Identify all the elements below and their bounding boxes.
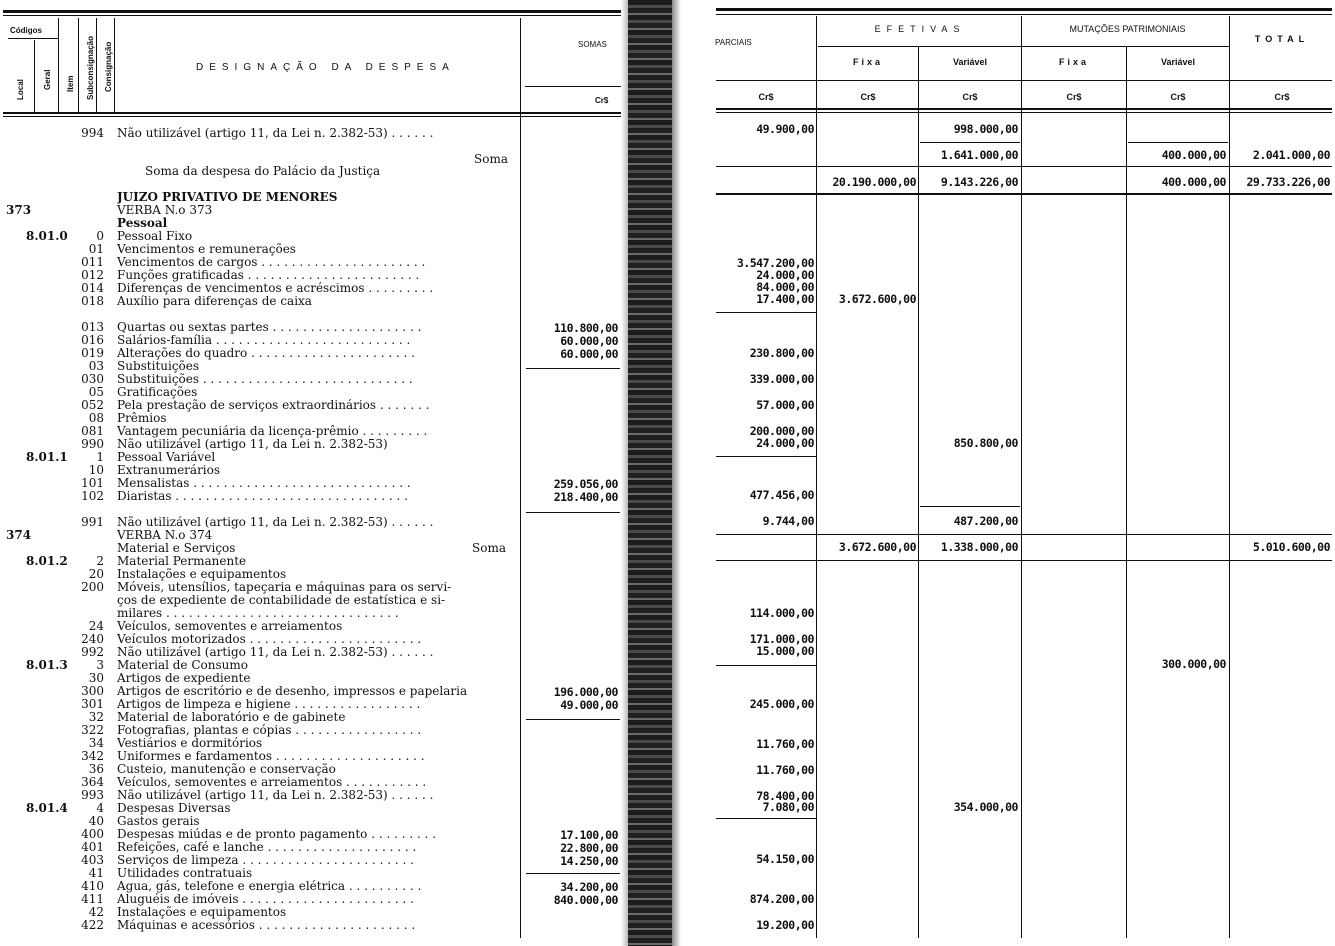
code-item: 36 xyxy=(88,762,104,776)
header-subconsignacao: Subconsignação xyxy=(86,35,95,100)
code-item: 34 xyxy=(88,736,104,750)
code-item: 03 xyxy=(88,359,104,373)
expense-description: Material de Consumo xyxy=(117,659,248,672)
amount-fixa: 3.672.600,00 xyxy=(838,540,916,554)
code-item: 030 xyxy=(81,372,104,386)
expense-description: Gastos gerais xyxy=(117,815,200,828)
verba-rule-b xyxy=(716,560,1332,561)
code-item: 400 xyxy=(81,827,104,841)
expense-description: Auxílio para diferenças de caixa xyxy=(117,295,312,308)
amount-parciais: 230.800,00 xyxy=(749,346,814,360)
binding-shadow-right xyxy=(672,0,681,946)
code-item: 101 xyxy=(81,476,104,490)
expense-description: VERBA N.o 374 xyxy=(117,529,213,542)
header-variavel-mut: Variável xyxy=(1160,57,1196,67)
code-local: 8.01.1 xyxy=(26,450,68,464)
code-local: 8.01.0 xyxy=(26,229,68,243)
code-item: 10 xyxy=(88,463,104,477)
expense-description: Mensalistas . . . . . . . . . . . . . . . . . . . . . . . . . . . . . xyxy=(117,477,411,490)
amount-fixa: 20.190.000,00 xyxy=(832,175,916,189)
header-geral: Geral xyxy=(43,69,52,90)
expense-description: Pessoal xyxy=(117,217,168,230)
amount-total: 5.010.600,00 xyxy=(1252,540,1330,554)
expense-description: Utilidades contratuais xyxy=(117,867,253,880)
amount-parciais: 200.000,00 xyxy=(749,424,814,438)
unit-total: Cr$ xyxy=(1274,92,1290,102)
unit-variavel: Cr$ xyxy=(962,92,978,102)
code-item: 08 xyxy=(88,411,104,425)
expense-description: Pela prestação de serviços extraordinários . . . . . . . xyxy=(117,399,430,412)
somas-value: 60.000,00 xyxy=(560,334,618,348)
subtotal-rule-b xyxy=(1128,142,1228,143)
amount-parciais: 57.000,00 xyxy=(756,398,814,412)
code-item: 240 xyxy=(81,632,104,646)
expense-description: Soma da despesa do Palácio da Justiça xyxy=(145,165,381,178)
expense-description: Funções gratificadas . . . . . . . . . . . . . . . . . . . . . . . xyxy=(117,269,420,282)
header-item: Item xyxy=(66,75,75,92)
parciais-rule-2 xyxy=(716,456,816,457)
expense-description: Artigos de limpeza e higiene . . . . . . . . . . . . . . . . . xyxy=(117,698,421,711)
amount-parciais: 114.000,00 xyxy=(749,606,814,620)
amount-parciais: 54.150,00 xyxy=(756,852,814,866)
amount-parciais: 3.547.200,00 xyxy=(736,256,814,270)
somas-subtotal-rule-2 xyxy=(526,512,620,513)
code-item: 40 xyxy=(88,814,104,828)
expense-description: Veículos, semoventes e arreiamentos xyxy=(117,620,343,633)
unit-fixa: Cr$ xyxy=(860,92,876,102)
right-header-bottom-rule xyxy=(716,108,1332,110)
somas-value: 60.000,00 xyxy=(560,347,618,361)
expense-description: Despesas miúdas e de pronto pagamento . . . . . . . . . xyxy=(117,828,437,841)
amount-parciais: 477.456,00 xyxy=(749,488,814,502)
expense-description: Substituições xyxy=(117,360,200,373)
expense-description: Não utilizável (artigo 11, da Lei n. 2.382-53) . . . . . . xyxy=(117,516,434,529)
code-item: 018 xyxy=(81,294,104,308)
right-vline-4 xyxy=(1126,46,1127,938)
code-item: 0 xyxy=(96,229,104,243)
code-item: 3 xyxy=(96,658,104,672)
code-item: 411 xyxy=(81,892,104,906)
amount-parciais: 15.000,00 xyxy=(756,644,814,658)
somas-value: 110.800,00 xyxy=(553,321,618,335)
code-item: 011 xyxy=(81,255,104,269)
amount-parciais: 49.900,00 xyxy=(756,122,814,136)
expense-description: Não utilizável (artigo 11, da Lei n. 2.382-53) . . . . . . xyxy=(117,789,434,802)
expense-description: Alterações do quadro . . . . . . . . . . . . . . . . . . . . . . xyxy=(117,347,416,360)
expense-description: Extranumerários xyxy=(117,464,221,477)
code-item: 1 xyxy=(96,450,104,464)
amount-parciais: 24.000,00 xyxy=(756,268,814,282)
right-vline-5 xyxy=(1229,16,1230,938)
expense-description: Diaristas . . . . . . . . . . . . . . . . . . . . . . . . . . . . . . . xyxy=(117,490,408,503)
expense-description: Material de laboratório e de gabinete xyxy=(117,711,346,724)
expense-description: Despesas Diversas xyxy=(117,802,231,815)
expense-description: Vantagem pecuniária da licença-prêmio . . . . . . . . . xyxy=(117,425,428,438)
expense-description: Vencimentos de cargos . . . . . . . . . . . . . . . . . . . . . . xyxy=(117,256,426,269)
somas-value: 259.056,00 xyxy=(553,477,618,491)
amount-mut-variavel: 300.000,00 xyxy=(1161,657,1226,671)
expense-description: Salários-família . . . . . . . . . . . . . . . . . . . . . . . . . . xyxy=(117,334,411,347)
amount-fixa: 3.672.600,00 xyxy=(838,292,916,306)
code-item: 41 xyxy=(88,866,104,880)
amount-parciais: 24.000,00 xyxy=(756,436,814,450)
code-item: 081 xyxy=(81,424,104,438)
binding-shadow-left xyxy=(621,0,628,946)
codigos-underline xyxy=(8,38,58,39)
somas-value: 34.200,00 xyxy=(560,880,618,894)
code-item: 019 xyxy=(81,346,104,360)
amount-variavel: 850.800,00 xyxy=(953,436,1018,450)
expense-description: Uniformes e fardamentos . . . . . . . . . . . . . . . . . . . . xyxy=(117,750,425,763)
right-sub-rule xyxy=(818,46,1230,47)
header-somas-unit: Cr$ xyxy=(595,96,609,105)
expense-description: Substituições . . . . . . . . . . . . . . . . . . . . . . . . . . . . xyxy=(117,373,413,386)
verba-rule-a xyxy=(716,534,1332,535)
left-header-bottom-rule-2 xyxy=(3,116,623,117)
parciais-rule-5 xyxy=(716,818,816,819)
amount-parciais: 7.080,00 xyxy=(762,800,814,814)
header-parciais: PARCIAIS xyxy=(715,38,752,47)
amount-parciais: 245.000,00 xyxy=(749,697,814,711)
somas-value: 14.250,00 xyxy=(560,854,618,868)
amount-variavel: 487.200,00 xyxy=(953,514,1018,528)
hdr-vline-4 xyxy=(96,18,97,112)
unit-variavel-mut: Cr$ xyxy=(1170,92,1186,102)
expense-description: Não utilizável (artigo 11, da Lei n. 2.382-53) . . . . . . xyxy=(117,127,434,140)
parciais-rule-1 xyxy=(716,312,816,313)
code-item: 24 xyxy=(88,619,104,633)
code-item: 992 xyxy=(81,645,104,659)
expense-description: Fotografias, plantas e cópias . . . . . . . . . . . . . . . . . xyxy=(117,724,422,737)
amount-parciais: 11.760,00 xyxy=(756,763,814,777)
amount-variavel: 9.143.226,00 xyxy=(940,175,1018,189)
right-vline-1 xyxy=(816,16,817,938)
right-vline-3 xyxy=(1021,16,1022,938)
amount-parciais: 17.400,00 xyxy=(756,292,814,306)
header-efetivas: EFETIVAS xyxy=(874,24,966,34)
amount-variavel: 1.338.000,00 xyxy=(940,540,1018,554)
header-designacao: DESIGNAÇÃO DA DESPESA xyxy=(196,62,455,73)
code-item: 20 xyxy=(88,567,104,581)
header-local: Local xyxy=(16,79,25,100)
somas-subtotal-rule-1 xyxy=(526,368,620,369)
amount-parciais: 339.000,00 xyxy=(749,372,814,386)
code-item: 30 xyxy=(88,671,104,685)
expense-description: Diferenças de vencimentos e acréscimos . . . . . . . . . xyxy=(117,282,434,295)
code-local: 8.01.2 xyxy=(26,554,68,568)
right-unit-rule xyxy=(716,80,1332,81)
code-item: 016 xyxy=(81,333,104,347)
expense-description: Vestiários e dormitórios xyxy=(117,737,263,750)
amount-total: 29.733.226,00 xyxy=(1246,175,1330,189)
code-item: 991 xyxy=(81,515,104,529)
header-total: TOTAL xyxy=(1254,34,1310,44)
code-item: 052 xyxy=(81,398,104,412)
somas-value: 17.100,00 xyxy=(560,828,618,842)
header-fixa: Fixa xyxy=(852,57,883,67)
header-consignacao: Consignação xyxy=(104,41,113,92)
amount-variavel: 998.000,00 xyxy=(953,122,1018,136)
expense-description: Refeições, café e lanche . . . . . . . . . . . . . . . . . . . . xyxy=(117,841,417,854)
code-item: 2 xyxy=(96,554,104,568)
expense-description: Prêmios xyxy=(117,412,167,425)
code-item: 32 xyxy=(88,710,104,724)
expense-description: Pessoal Fixo xyxy=(117,230,193,243)
amount-parciais: 11.760,00 xyxy=(756,737,814,751)
somas-col-vline xyxy=(520,18,521,938)
header-mutacoes: MUTAÇÕES PATRIMONIAIS xyxy=(1069,24,1186,34)
parciais-rule-3 xyxy=(920,506,1020,507)
hdr-vline-3 xyxy=(78,18,79,112)
expense-description: Quartas ou sextas partes . . . . . . . . . . . . . . . . . . . . xyxy=(117,321,422,334)
amount-mut-variavel: 400.000,00 xyxy=(1161,175,1226,189)
code-item: 301 xyxy=(81,697,104,711)
expense-description: Pessoal Variável xyxy=(117,451,216,464)
subtotal-rule-a xyxy=(920,142,1020,143)
expense-description: ços de expediente de contabilidade de estatística e si- xyxy=(117,594,446,607)
expense-description: Móveis, utensílios, tapeçaria e máquinas para os servi- xyxy=(117,581,452,594)
expense-description: Vencimentos e remunerações xyxy=(117,243,296,256)
code-item: 422 xyxy=(81,918,104,932)
right-top-rule-thin xyxy=(716,14,1332,15)
soma-label: Soma xyxy=(472,541,506,555)
hdr-vline-5 xyxy=(114,18,115,112)
expense-description: Aluguéis de imóveis . . . . . . . . . . . . . . . . . . . . . . . xyxy=(117,893,414,906)
amount-variavel: 1.641.000,00 xyxy=(940,148,1018,162)
amount-variavel: 354.000,00 xyxy=(953,800,1018,814)
left-top-rule-thin xyxy=(3,15,623,16)
hdr-vline-2 xyxy=(58,18,59,112)
code-item: 014 xyxy=(81,281,104,295)
code-item: 012 xyxy=(81,268,104,282)
left-top-rule xyxy=(3,10,623,13)
expense-description: milares . . . . . . . . . . . . . . . . . . . . . . . . . . . . . . . xyxy=(117,607,399,620)
left-header-bottom-rule xyxy=(3,112,623,114)
amount-parciais: 874.200,00 xyxy=(749,892,814,906)
header-somas: SOMAS xyxy=(578,40,607,49)
somas-value: 840.000,00 xyxy=(553,893,618,907)
somas-value: 49.000,00 xyxy=(560,698,618,712)
somas-unit-rule xyxy=(525,86,621,87)
right-header-bottom-rule-2 xyxy=(716,112,1332,113)
code-item: 990 xyxy=(81,437,104,451)
code-local: 373 xyxy=(6,203,32,217)
expense-description: Serviços de limpeza . . . . . . . . . . . . . . . . . . . . . . . xyxy=(117,854,414,867)
amount-parciais: 78.400,00 xyxy=(756,789,814,803)
somas-value: 22.800,00 xyxy=(560,841,618,855)
book-binding-gutter xyxy=(628,0,672,946)
amount-parciais: 19.200,00 xyxy=(756,918,814,932)
header-variavel: Variável xyxy=(952,57,988,67)
expense-description: Artigos de escritório e de desenho, impressos e papelaria xyxy=(117,685,468,698)
amount-total: 2.041.000,00 xyxy=(1252,148,1330,162)
unit-parciais: Cr$ xyxy=(758,92,774,102)
expense-description: Veículos, semoventes e arreiamentos . . . . . . . . . . . xyxy=(117,776,427,789)
parciais-rule-4 xyxy=(716,665,816,666)
somas-subtotal-rule-4 xyxy=(526,873,620,874)
code-item: 4 xyxy=(96,801,104,815)
expense-description: Instalações e equipamentos xyxy=(117,568,287,581)
right-top-rule xyxy=(716,8,1332,11)
amount-parciais: 9.744,00 xyxy=(762,514,814,528)
code-local: 8.01.3 xyxy=(26,658,68,672)
amount-parciais: 84.000,00 xyxy=(756,280,814,294)
total-rule-b xyxy=(716,193,1332,195)
code-item: 342 xyxy=(81,749,104,763)
code-item: 993 xyxy=(81,788,104,802)
expense-description: JUÍZO PRIVATIVO DE MENORES xyxy=(117,191,338,204)
expense-description: VERBA N.o 373 xyxy=(117,204,213,217)
amount-mut-variavel: 400.000,00 xyxy=(1161,148,1226,162)
code-local: 8.01.4 xyxy=(26,801,68,815)
total-rule-a xyxy=(716,166,1332,167)
code-item: 200 xyxy=(81,580,104,594)
amount-parciais: 171.000,00 xyxy=(749,632,814,646)
somas-value: 196.000,00 xyxy=(553,685,618,699)
header-fixa-mut: Fixa xyxy=(1058,57,1089,67)
code-item: 410 xyxy=(81,879,104,893)
code-item: 42 xyxy=(88,905,104,919)
code-local: 374 xyxy=(6,528,32,542)
expense-description: Material e Serviços xyxy=(117,542,236,555)
code-item: 01 xyxy=(88,242,104,256)
expense-description: Água, gás, telefone e energia elétrica . . . . . . . . . . xyxy=(117,880,422,893)
expense-description: Gratificações xyxy=(117,386,198,399)
expense-description: Veículos motorizados . . . . . . . . . . . . . . . . . . . . . . . xyxy=(117,633,422,646)
unit-fixa-mut: Cr$ xyxy=(1066,92,1082,102)
code-item: 364 xyxy=(81,775,104,789)
code-item: 300 xyxy=(81,684,104,698)
expense-description: Não utilizável (artigo 11, da Lei n. 2.382-53) . . . . . . xyxy=(117,646,434,659)
right-vline-2 xyxy=(918,46,919,938)
somas-subtotal-rule-3 xyxy=(526,719,620,720)
expense-description: Instalações e equipamentos xyxy=(117,906,287,919)
code-item: 403 xyxy=(81,853,104,867)
code-item: 013 xyxy=(81,320,104,334)
code-item: 322 xyxy=(81,723,104,737)
somas-value: 218.400,00 xyxy=(553,490,618,504)
hdr-vline-1 xyxy=(34,40,35,112)
expense-description: Custeio, manutenção e conservação xyxy=(117,763,336,776)
header-codigos: Códigos xyxy=(10,26,42,35)
expense-description: Máquinas e acessórios . . . . . . . . . . . . . . . . . . . . . xyxy=(117,919,416,932)
code-item: 401 xyxy=(81,840,104,854)
soma-label: Soma xyxy=(474,153,508,166)
expense-description: Material Permanente xyxy=(117,555,247,568)
code-item: 994 xyxy=(81,126,104,140)
expense-description: Não utilizável (artigo 11, da Lei n. 2.382-53) xyxy=(117,438,388,451)
code-item: 05 xyxy=(88,385,104,399)
expense-description: Artigos de expediente xyxy=(117,672,251,685)
code-item: 102 xyxy=(81,489,104,503)
